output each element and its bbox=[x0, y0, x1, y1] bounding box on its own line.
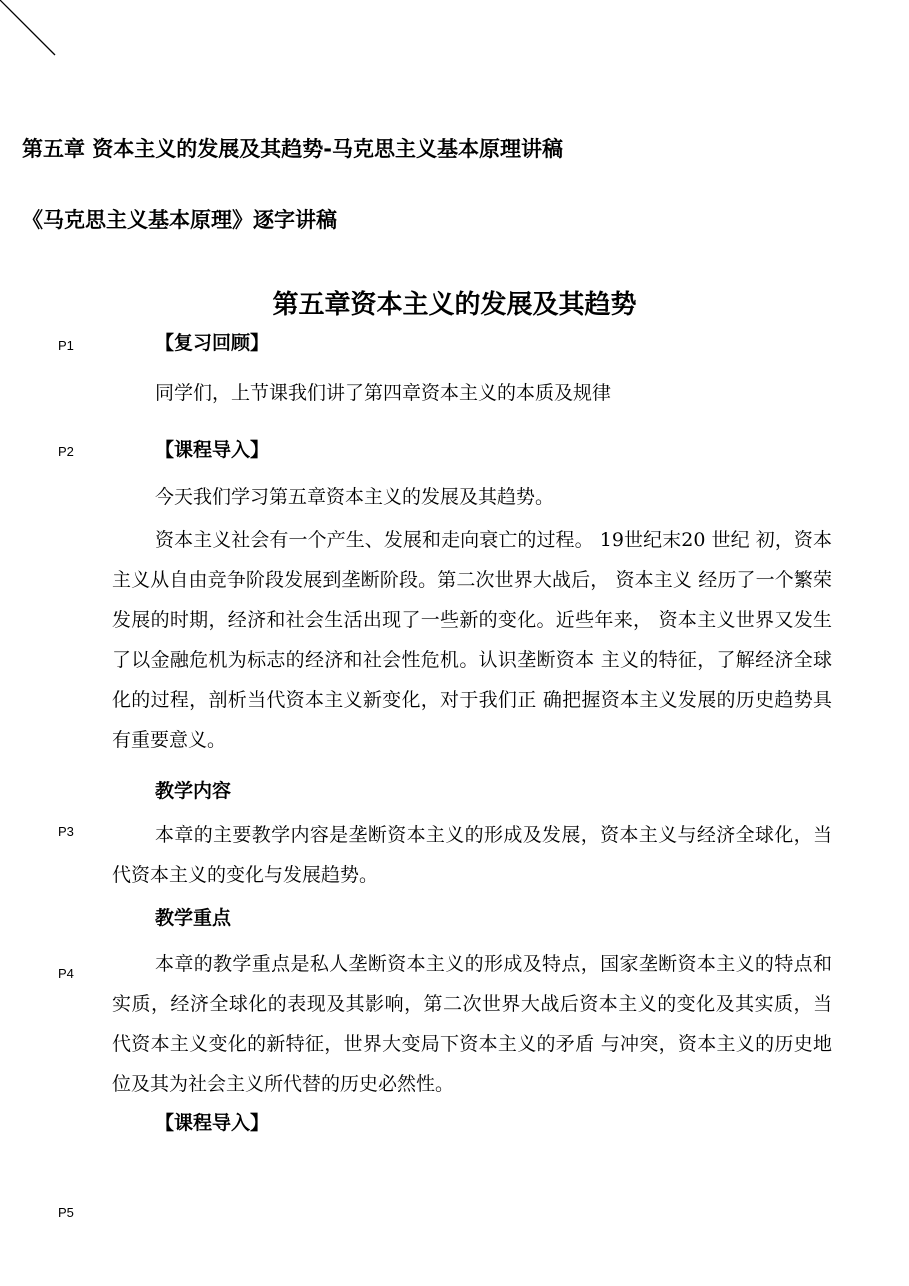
page-marker-p4: P4 bbox=[58, 966, 74, 981]
chapter-title: 第五章资本主义的发展及其趋势 bbox=[272, 290, 637, 320]
page-marker-p2: P2 bbox=[58, 444, 74, 459]
content-section-label: 教学内容 bbox=[155, 780, 232, 802]
review-text: 同学们，上节课我们讲了第四章资本主义的本质及规律 bbox=[155, 382, 612, 404]
page-marker-p5: P5 bbox=[58, 1205, 74, 1220]
page-marker-p3: P3 bbox=[58, 824, 74, 839]
review-section-label: 【复习回顾】 bbox=[155, 332, 270, 354]
page-marker-p1: P1 bbox=[58, 338, 74, 353]
intro-paragraph: 资本主义社会有一个产生、发展和走向衰亡的过程。 19世纪末20 世纪 初，资本主义从自由竞争阶段发展到垄断阶段。第二次世界大战后， 资本主义 经历了一个繁荣发展的时期，经济和社会生活出现了一些新的变化。近些年来， 资本主义世界又发生了以金融危机为标志的经济和社会性危机。认识垄断资本 主义的特征，了解经济全球化的过程，剖析当代资本主义新变化，对于我们正 确把握资本主义发展的历史趋势具有重要意义。 bbox=[112, 529, 832, 751]
corner-fold-line bbox=[0, 0, 60, 60]
document-heading: 第五章 资本主义的发展及其趋势-马克思主义基本原理讲稿 bbox=[22, 137, 564, 161]
intro-section-label: 【课程导入】 bbox=[155, 439, 270, 461]
content-paragraph: 本章的主要教学内容是垄断资本主义的形成及发展，资本主义与经济全球化，当代资本主义的变化与发展趋势。 bbox=[112, 824, 832, 886]
intro-text: 今天我们学习第五章资本主义的发展及其趋势。 bbox=[155, 486, 555, 508]
focus-paragraph: 本章的教学重点是私人垄断资本主义的形成及特点，国家垄断资本主义的特点和实质，经济全球化的表现及其影响，第二次世界大战后资本主义的变化及其实质，当代资本主义变化的新特征，世界大变局下资本主义的矛盾 与冲突，资本主义的历史地位及其为社会主义所代替的历史必然性。 bbox=[112, 953, 832, 1095]
intro-section-label-2: 【课程导入】 bbox=[155, 1112, 270, 1134]
document-subheading: 《马克思主义基本原理》逐字讲稿 bbox=[22, 208, 337, 232]
focus-section-label: 教学重点 bbox=[155, 907, 232, 929]
